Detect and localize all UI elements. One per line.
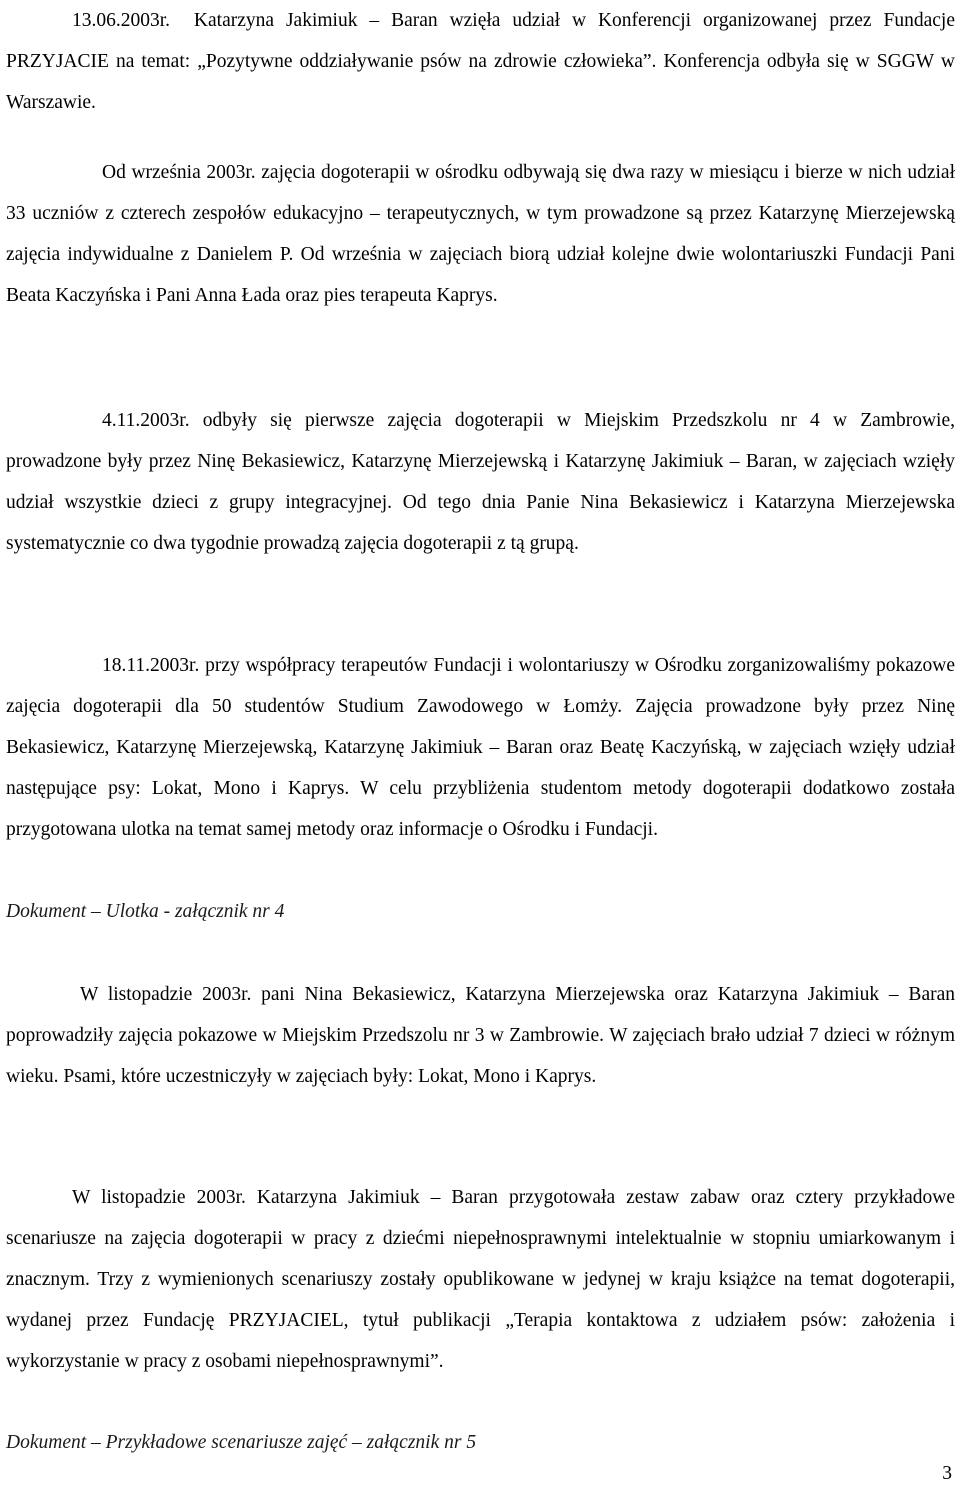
paragraph-date: 18.11.2003r. <box>102 655 200 676</box>
paragraph-date: W listopadzie 2003r. <box>80 984 252 1005</box>
paragraph-text: przy współpracy terapeutów Fundacji i wolontariuszy w Ośrodku zorganizowaliśmy pokazowe zajęcia dogoterapii dla 50 studentów Studium Zawodowego w Łomży. Zajęcia prowadzone były przez Ninę Bekasiewicz, Katarzynę Mierzejewską, Katarzynę Jakimiuk – Baran oraz Beatę Kaczyńską, w zajęciach wzięły udział następujące psy: Lokat, Mono i Kaprys. W celu przybliżenia studentom metody dogoterapii dodatkowo została przygotowana ulotka na temat samej metody oraz informacje o Ośrodku i Fundacji. <box>6 655 956 840</box>
paragraph-september <box>6 152 955 362</box>
paragraph-text: odbyły się pierwsze zajęcia dogoterapii w Miejskim Przedszkolu nr 4 w Zambrowie, prowadzone były przez Ninę Bekasiewicz, Katarzynę Mierzejewską i Katarzynę Jakimiuk – Baran, w zajęciach wzięły udział wszystkie dzieci z grupy integracyjnej. Od tego dnia Panie Nina Bekasiewicz i Katarzyna Mierzejewska systematycznie co dwa tygodnie prowadzą zajęcia dogoterapii z tą grupą. <box>6 410 955 554</box>
paragraph-text: Katarzyna Jakimiuk – Baran przygotowała zestaw zabaw oraz cztery przykładowe scenariusze na zajęcia dogoterapii w pracy z dziećmi niepełnosprawnymi intelektualnie w stopniu umiarkowanym i znacznym. Trzy z wymienionych scenariuszy zostały opublikowane w jedynej w kraju książce na temat dogoterapii, wydanej przez Fundację PRZYJACIEL, tytuł publikacji „Terapia kontaktowa z udziałem psów: założenia i wykorzystanie w pracy z osobami niepełnosprawnymi”. <box>6 1187 955 1372</box>
paragraph-students <box>6 645 955 896</box>
paragraph-november-scenarios <box>6 1177 955 1427</box>
paragraph-date: 13.06.2003r. <box>72 10 171 31</box>
paragraph-date: 4.11.2003r. <box>102 410 190 431</box>
paragraph-text: pani Nina Bekasiewicz, Katarzyna Mierzejewska oraz Katarzyna Jakimiuk – Baran poprowadziły zajęcia pokazowe w Miejskim Przedszolu nr 3 w Zambrowie. W zajęciach brało udział 7 dzieci w różnym wieku. Psami, które uczestniczyły w zajęciach były: Lokat, Mono i Kaprys. <box>6 984 955 1087</box>
paragraph-kindergarten <box>6 400 955 610</box>
paragraph-text: zajęcia dogoterapii w ośrodku odbywają się dwa razy w miesiącu i bierze w nich udział 33 uczniów z czterech zespołów edukacyjno – terapeutycznych, w tym prowadzone są przez Katarzynę Mierzejewską zajęcia indywidualne z Danielem P. Od września w zajęciach biorą udział kolejne dwie wolontariuszki Fundacji Pani Beata Kaczyńska i Pani Anna Łada oraz pies terapeuta Kaprys. <box>6 162 955 306</box>
page-number: 3 <box>942 1463 952 1484</box>
paragraph-november-demo <box>6 974 955 1144</box>
document-reference-scenarios: Dokument – Przykładowe scenariusze zajęć – załącznik nr 5 <box>6 1432 477 1453</box>
paragraph-date: Od września 2003r. <box>102 162 256 183</box>
paragraph-text: Katarzyna Jakimiuk – Baran wzięła udział w Konferencji organizowanej przez Fundacje PRZYJACIE na temat: „Pozytywne oddziaływanie psów na zdrowie człowieka”. Konferencja odbyła się w SGGW w Warszawie. <box>6 10 955 113</box>
document-reference-leaflet: Dokument – Ulotka - załącznik nr 4 <box>6 901 285 922</box>
paragraph-date: W listopadzie 2003r. <box>72 1187 246 1208</box>
paragraph-conference <box>6 0 955 113</box>
